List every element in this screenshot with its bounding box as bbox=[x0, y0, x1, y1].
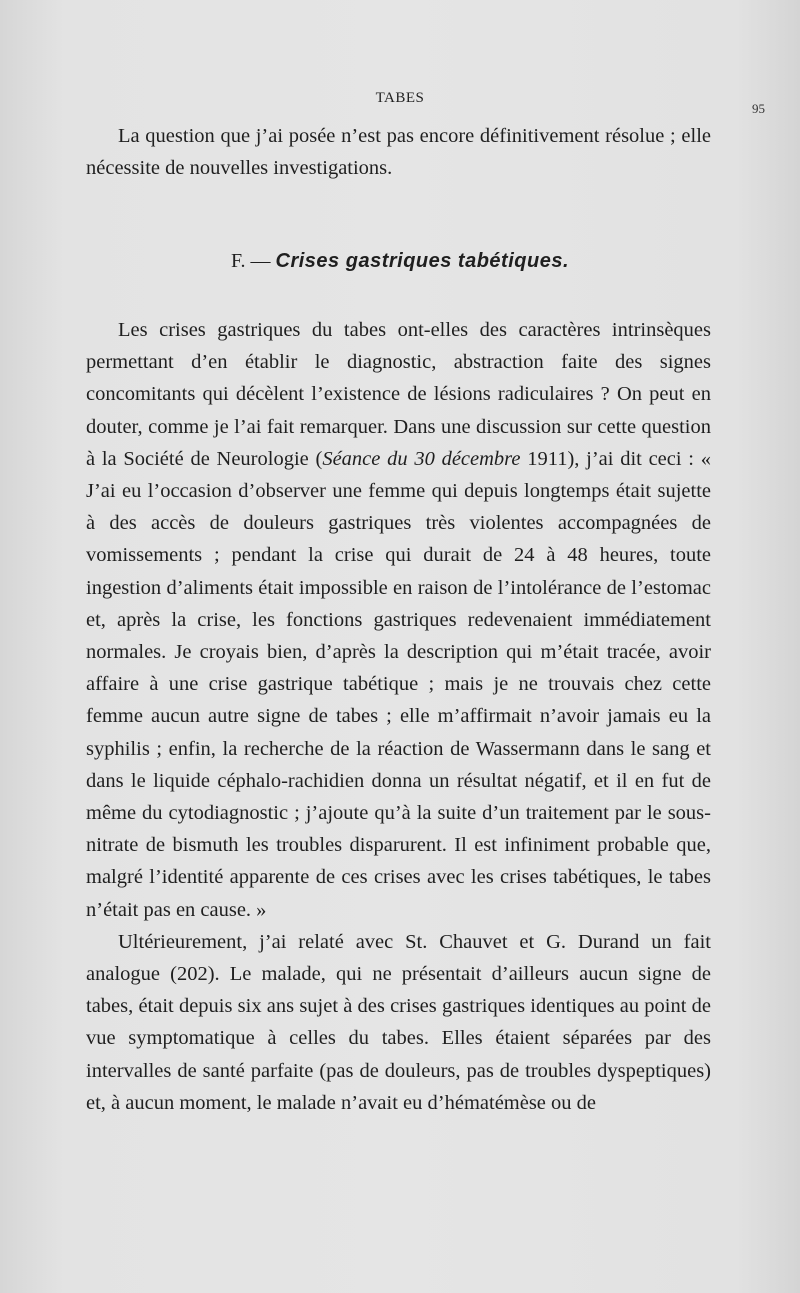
main-text bbox=[86, 314, 711, 1119]
section-heading bbox=[0, 250, 800, 273]
seance-citation: Séance du 30 décembre bbox=[322, 447, 521, 470]
intro-paragraph: La question que j’ai posée n’est pas encore définitivement résolue ; elle nécessite de nouvelles investigations. bbox=[86, 125, 711, 180]
section-label: F. — bbox=[230, 250, 271, 272]
intro-text bbox=[86, 120, 711, 184]
running-head: TABES bbox=[375, 90, 425, 106]
section-title: Crises gastriques tabétiques. bbox=[275, 250, 569, 272]
paragraph-2: Ultérieurement, j’ai relaté avec St. Chauvet et G. Durand un fait analogue (202). Le malade, qui ne présentait d’ailleurs aucun signe de tabes, était depuis six ans sujet à des crises gastriques identiques au point de vue symptomatique à celles du tabes. Elles étaient séparées par des intervalles de santé parfaite (pas de douleurs, pas de troubles dyspeptiques) et, à aucun moment, le malade n’avait eu d’hématémèse ou de bbox=[86, 930, 711, 1114]
paragraph-1-start: Les crises gastriques du tabes ont-elles des caractères intrinsèques permettant d’en établir le diagnostic, abstraction faite des signes concomitants qui décèlent l’existence de lésions radiculaires ? On peut en douter, comme je l’ai fait remarquer. Dans une discussion sur cette question à la Société de Neurologie ( bbox=[86, 319, 711, 470]
page-number: 95 bbox=[752, 101, 765, 116]
paragraph-1 bbox=[86, 314, 711, 926]
paragraph-1-rest: 1911), j’ai dit ceci : « J’ai eu l’occasion d’observer une femme qui depuis longtemps était sujette à des accès de douleurs gastriques très violentes accompagnées de vomissements ; pendant la crise qui durait de 24 à 48 heures, toute ingestion d’aliments était impossible en raison de l’intolérance de l’estomac et, après la crise, les fonctions gastriques redevenaient immédiatement normales. Je croyais bien, d’après la description qui m’était tracée, avoir affaire à une crise gastrique tabétique ; mais je ne trouvais chez cette femme aucun autre signe de tabes ; elle m’affirmait n’avoir jamais eu la syphilis ; enfin, la recherche de la réaction de Wassermann dans le sang et dans le liquide céphalo-rachidien donna un résultat négatif, et il en fut de même du cytodiagnostic ; j’ajoute qu’à la suite d’un traitement par le sous-nitrate de bismuth les troubles disparurent. Il est infiniment probable que, malgré l’identité apparente de ces crises avec les crises tabétiques, le tabes n’était pas en cause. » bbox=[86, 447, 711, 921]
